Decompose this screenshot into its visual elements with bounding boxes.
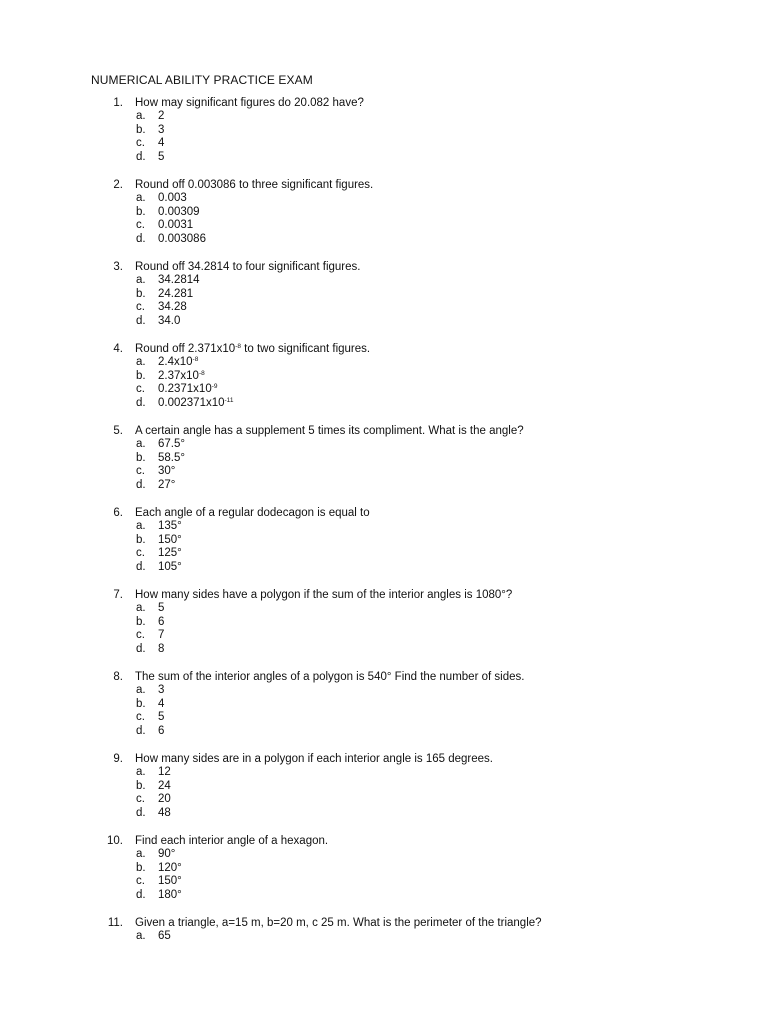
option-letter: a.: [136, 356, 146, 368]
option-text: 27°: [158, 479, 176, 492]
question-text: Given a triangle, a=15 m, b=20 m, c 25 m. What is the perimeter of the triangle?: [135, 917, 542, 929]
option-text: 48: [158, 807, 171, 820]
option-c: [0, 465, 768, 479]
option-b: [0, 206, 768, 220]
question-text: Find each interior angle of a hexagon.: [135, 835, 329, 847]
option-text: [158, 370, 205, 384]
option-text: 135°: [158, 520, 182, 532]
exponent: -8: [235, 343, 241, 350]
option-a: [0, 110, 768, 124]
option-letter: d.: [136, 479, 146, 492]
option-c: [0, 711, 768, 725]
option-letter: b.: [136, 697, 146, 710]
question-line: [0, 178, 768, 192]
question-4: [0, 342, 768, 424]
question-text-start: Round off 2.371x10: [135, 343, 236, 355]
option-a: [0, 684, 768, 698]
option-a: [0, 192, 768, 206]
option-c: [0, 301, 768, 315]
question-7: [0, 588, 768, 670]
option-letter: c.: [136, 793, 145, 806]
option-text: 120°: [158, 861, 182, 874]
option-text: 8: [158, 643, 165, 656]
option-d: [0, 643, 768, 657]
option-text: 150°: [158, 533, 182, 546]
option-letter: a.: [136, 110, 146, 122]
option-letter: b.: [136, 615, 146, 628]
option-d: [0, 889, 768, 903]
option-c: [0, 629, 768, 643]
option-a: [0, 602, 768, 616]
option-text: 30°: [158, 465, 176, 478]
option-text: 20: [158, 793, 171, 806]
option-text: 150°: [158, 875, 182, 888]
question-text-end: to two significant figures.: [240, 343, 371, 355]
option-text: 105°: [158, 561, 182, 574]
option-letter: c.: [136, 875, 145, 888]
option-d: [0, 233, 768, 247]
question-number: 8.: [113, 671, 123, 683]
option-text: 2: [158, 110, 165, 122]
option-letter: d.: [136, 561, 146, 574]
option-letter: c.: [136, 219, 145, 232]
option-letter: b.: [136, 287, 146, 300]
option-b: [0, 370, 768, 384]
option-text: 5: [158, 151, 165, 164]
option-letter: d.: [136, 315, 146, 328]
option-letter: c.: [136, 465, 145, 478]
option-text: 5: [158, 711, 165, 724]
question-line: [0, 506, 768, 520]
option-text: 67.5°: [158, 438, 185, 450]
question-number: 5.: [113, 425, 123, 437]
option-d: [0, 807, 768, 821]
question-6: [0, 506, 768, 588]
option-a: [0, 848, 768, 862]
question-line: [0, 260, 768, 274]
option-letter: c.: [136, 301, 145, 314]
option-letter: d.: [136, 725, 146, 738]
question-line: [0, 670, 768, 684]
option-letter: b.: [136, 779, 146, 792]
question-number: 1.: [113, 97, 123, 109]
option-b: [0, 534, 768, 548]
question-line: [0, 96, 768, 110]
option-letter: a.: [136, 602, 146, 614]
option-text: 0.003: [158, 192, 187, 204]
option-c: [0, 547, 768, 561]
option-text: 6: [158, 725, 165, 738]
option-letter: b.: [136, 205, 146, 218]
question-11: [0, 916, 768, 998]
option-d: [0, 479, 768, 493]
option-b: [0, 124, 768, 138]
exponent: -8: [198, 369, 205, 377]
exponent: -11: [224, 397, 234, 405]
question-line: [0, 834, 768, 848]
option-text: 34.2814: [158, 274, 200, 286]
question-number: 7.: [113, 589, 123, 601]
option-d: [0, 315, 768, 329]
option-letter: d.: [136, 233, 146, 246]
question-number: 9.: [113, 753, 123, 765]
option-text: [158, 356, 198, 370]
question-number: 3.: [113, 261, 123, 273]
option-text: 58.5°: [158, 451, 185, 464]
question-number: 4.: [113, 343, 123, 355]
option-base: 0.2371x10: [158, 383, 212, 396]
option-letter: b.: [136, 369, 146, 382]
option-letter: d.: [136, 397, 146, 410]
option-text: 90°: [158, 848, 176, 860]
question-10: [0, 834, 768, 916]
option-d: [0, 151, 768, 165]
question-text: Round off 0.003086 to three significant figures.: [135, 179, 374, 191]
question-text: How may significant figures do 20.082 have?: [135, 97, 364, 109]
question-number: 10.: [107, 835, 123, 847]
option-letter: c.: [136, 383, 145, 396]
option-text: 12: [158, 766, 171, 778]
option-letter: a.: [136, 766, 146, 778]
option-letter: b.: [136, 533, 146, 546]
exponent: -8: [192, 356, 199, 363]
option-b: [0, 862, 768, 876]
option-text: [158, 383, 218, 397]
question-number: 2.: [113, 179, 123, 191]
option-letter: a.: [136, 684, 146, 696]
document-title: NUMERICAL ABILITY PRACTICE EXAM: [91, 73, 313, 87]
option-a: [0, 930, 768, 944]
question-number: 11.: [107, 917, 123, 929]
question-line: [0, 424, 768, 438]
question-text: How many sides have a polygon if the sum of the interior angles is 1080°?: [135, 589, 513, 601]
option-letter: a.: [136, 848, 146, 860]
option-text: 3: [158, 123, 165, 136]
option-text: 6: [158, 615, 165, 628]
option-b: [0, 288, 768, 302]
option-c: [0, 875, 768, 889]
option-text: 34.0: [158, 315, 181, 328]
option-text: 0.00309: [158, 205, 200, 218]
option-base: 0.002371x10: [158, 397, 225, 410]
question-text: The sum of the interior angles of a polygon is 540° Find the number of sides.: [135, 671, 525, 683]
option-c: [0, 793, 768, 807]
option-base: 2.37x10: [158, 369, 199, 382]
question-text: Round off 34.2814 to four significant figures.: [135, 261, 361, 273]
question-text: A certain angle has a supplement 5 times its compliment. What is the angle?: [135, 425, 524, 437]
question-line: [0, 342, 768, 356]
option-letter: d.: [136, 889, 146, 902]
option-a: [0, 520, 768, 534]
question-line: [0, 588, 768, 602]
option-letter: b.: [136, 123, 146, 136]
option-text: 180°: [158, 889, 182, 902]
option-letter: a.: [136, 520, 146, 532]
option-text: 125°: [158, 547, 182, 560]
question-5: [0, 424, 768, 506]
option-letter: a.: [136, 192, 146, 204]
option-text: 4: [158, 137, 165, 150]
option-b: [0, 780, 768, 794]
option-d: [0, 725, 768, 739]
question-1: [0, 96, 768, 178]
option-letter: c.: [136, 629, 145, 642]
option-letter: c.: [136, 137, 145, 150]
question-9: [0, 752, 768, 834]
option-letter: d.: [136, 643, 146, 656]
option-text: 4: [158, 697, 165, 710]
option-text: 24: [158, 779, 171, 792]
option-letter: c.: [136, 711, 145, 724]
option-c: [0, 137, 768, 151]
option-b: [0, 616, 768, 630]
option-text: 0.003086: [158, 233, 206, 246]
option-letter: b.: [136, 861, 146, 874]
option-letter: d.: [136, 151, 146, 164]
option-letter: d.: [136, 807, 146, 820]
option-b: [0, 698, 768, 712]
option-text: 3: [158, 684, 165, 696]
question-number: 6.: [113, 507, 123, 519]
question-line: [0, 916, 768, 930]
option-text: 7: [158, 629, 165, 642]
question-list: [0, 96, 768, 998]
question-text: Each angle of a regular dodecagon is equal to: [135, 507, 370, 519]
question-2: [0, 178, 768, 260]
option-a: [0, 356, 768, 370]
option-a: [0, 438, 768, 452]
option-letter: a.: [136, 274, 146, 286]
option-text: 65: [158, 930, 171, 942]
option-letter: a.: [136, 438, 146, 450]
question-line: [0, 752, 768, 766]
exponent: -9: [211, 383, 218, 391]
question-3: [0, 260, 768, 342]
option-d: [0, 397, 768, 411]
option-text: [158, 397, 233, 411]
question-8: [0, 670, 768, 752]
option-c: [0, 383, 768, 397]
option-text: 5: [158, 602, 165, 614]
option-base: 2.4x10: [158, 356, 193, 368]
option-b: [0, 452, 768, 466]
option-text: 0.0031: [158, 219, 194, 232]
option-letter: c.: [136, 547, 145, 560]
option-letter: a.: [136, 930, 146, 942]
question-text: How many sides are in a polygon if each interior angle is 165 degrees.: [135, 753, 493, 765]
option-text: 24.281: [158, 287, 194, 300]
question-text: [135, 342, 370, 356]
option-letter: b.: [136, 451, 146, 464]
option-c: [0, 219, 768, 233]
option-text: 34.28: [158, 301, 187, 314]
option-d: [0, 561, 768, 575]
option-a: [0, 766, 768, 780]
option-a: [0, 274, 768, 288]
